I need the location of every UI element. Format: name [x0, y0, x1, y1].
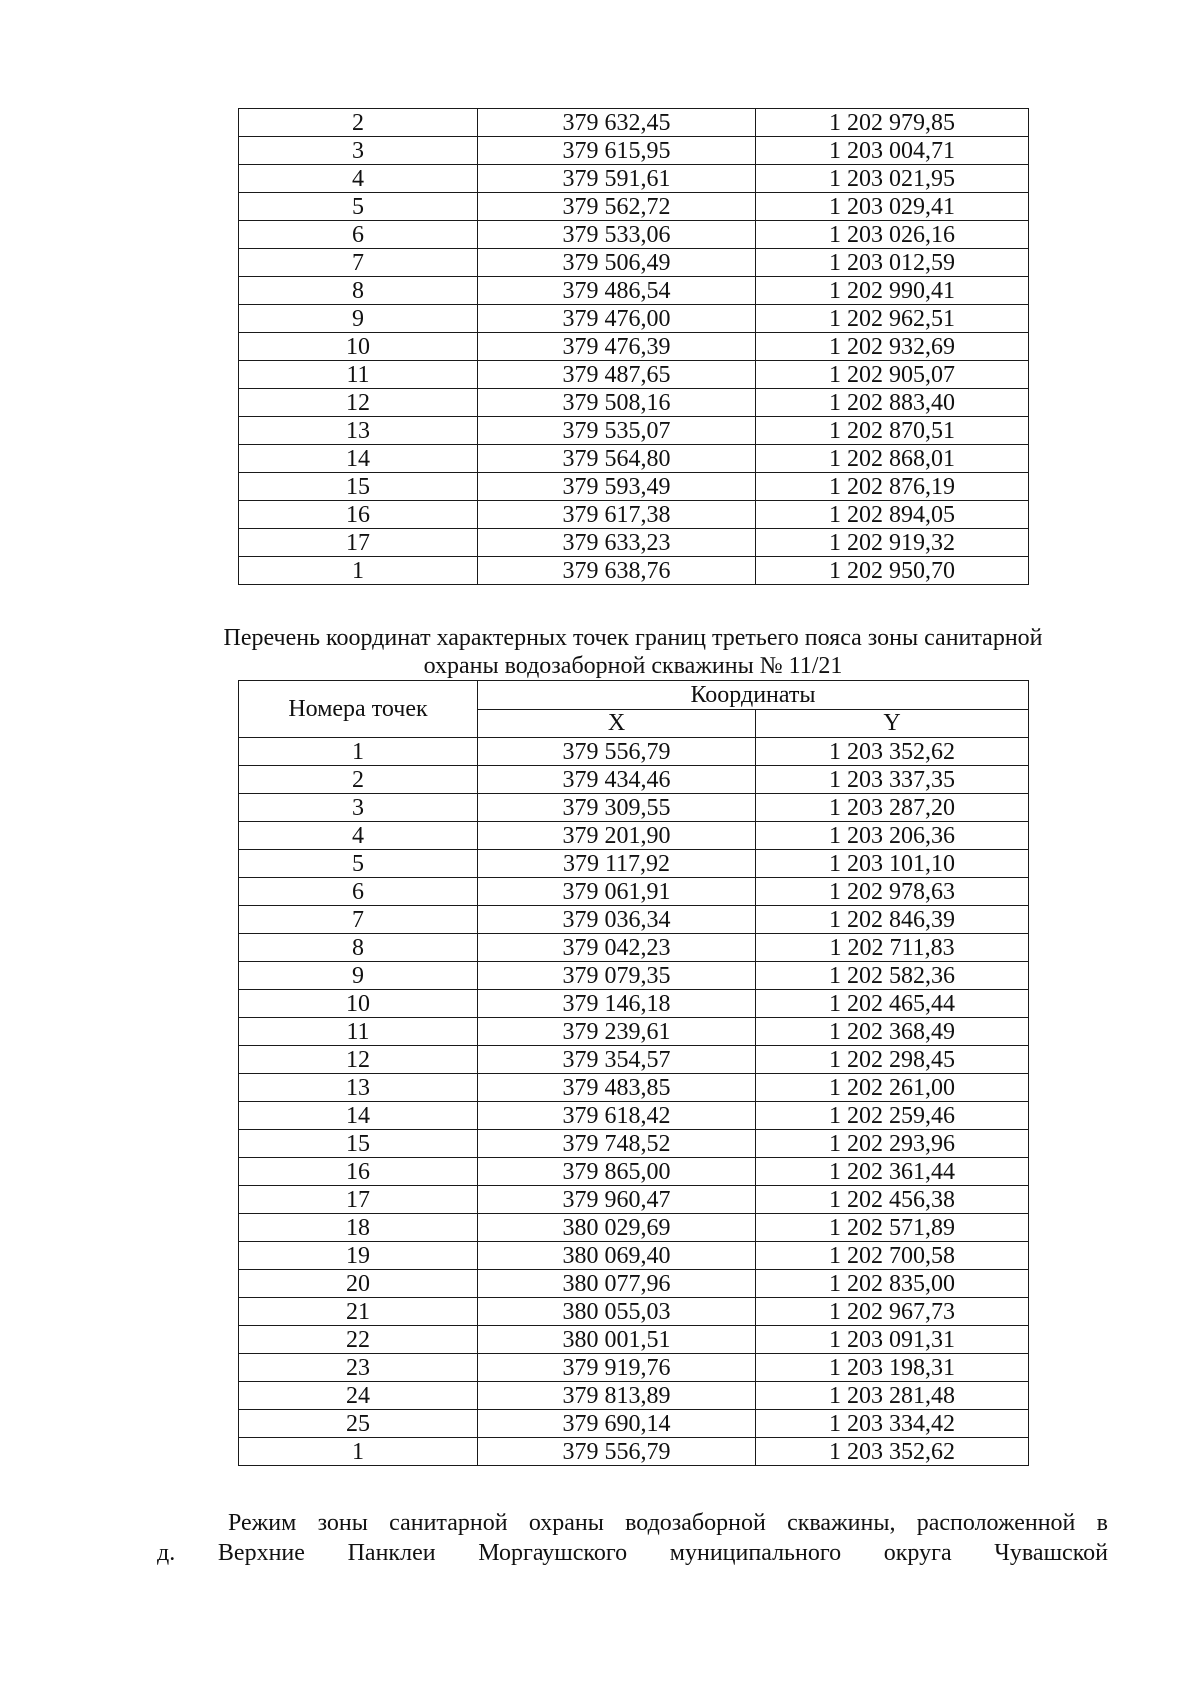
y-coordinate-cell: 1 202 979,85	[756, 109, 1029, 137]
point-number-cell: 13	[239, 417, 478, 445]
point-number-cell: 23	[239, 1354, 478, 1382]
x-coordinate-cell: 379 690,14	[478, 1410, 756, 1438]
paragraph-line-2: д. Верхние Панклеи Моргаушского муниципального округа Чувашской	[157, 1540, 1108, 1566]
point-number-cell: 17	[239, 1186, 478, 1214]
y-coordinate-cell: 1 202 368,49	[756, 1018, 1029, 1046]
header-y: Y	[756, 709, 1029, 738]
x-coordinate-cell: 379 476,39	[478, 333, 756, 361]
table-row	[239, 766, 1029, 794]
x-coordinate-cell: 379 960,47	[478, 1186, 756, 1214]
point-number-cell: 8	[239, 934, 478, 962]
x-coordinate-cell: 379 146,18	[478, 990, 756, 1018]
x-coordinate-cell: 379 117,92	[478, 850, 756, 878]
point-number-cell: 7	[239, 906, 478, 934]
table-row	[239, 1158, 1029, 1186]
y-coordinate-cell: 1 202 293,96	[756, 1130, 1029, 1158]
table-row	[239, 445, 1029, 473]
x-coordinate-cell: 380 029,69	[478, 1214, 756, 1242]
header-x: X	[478, 709, 756, 738]
x-coordinate-cell: 379 813,89	[478, 1382, 756, 1410]
y-coordinate-cell: 1 203 091,31	[756, 1326, 1029, 1354]
x-coordinate-cell: 379 617,38	[478, 501, 756, 529]
table-row	[239, 109, 1029, 137]
y-coordinate-cell: 1 202 978,63	[756, 878, 1029, 906]
table-row	[239, 529, 1029, 557]
table-row	[239, 1214, 1029, 1242]
y-coordinate-cell: 1 203 352,62	[756, 1438, 1029, 1466]
x-coordinate-cell: 379 036,34	[478, 906, 756, 934]
point-number-cell: 25	[239, 1410, 478, 1438]
point-number-cell: 15	[239, 1130, 478, 1158]
y-coordinate-cell: 1 202 967,73	[756, 1298, 1029, 1326]
coordinates-table-body	[239, 109, 1029, 585]
point-number-cell: 19	[239, 1242, 478, 1270]
x-coordinate-cell: 379 564,80	[478, 445, 756, 473]
x-coordinate-cell: 379 061,91	[478, 878, 756, 906]
table-row	[239, 417, 1029, 445]
y-coordinate-cell: 1 202 361,44	[756, 1158, 1029, 1186]
x-coordinate-cell: 380 069,40	[478, 1242, 756, 1270]
x-coordinate-cell: 379 239,61	[478, 1018, 756, 1046]
point-number-cell: 7	[239, 249, 478, 277]
y-coordinate-cell: 1 202 962,51	[756, 305, 1029, 333]
point-number-cell: 22	[239, 1326, 478, 1354]
x-coordinate-cell: 379 042,23	[478, 934, 756, 962]
table-row	[239, 1130, 1029, 1158]
point-number-cell: 16	[239, 501, 478, 529]
point-number-cell: 21	[239, 1298, 478, 1326]
point-number-cell: 5	[239, 193, 478, 221]
point-number-cell: 6	[239, 221, 478, 249]
x-coordinate-cell: 379 535,07	[478, 417, 756, 445]
y-coordinate-cell: 1 203 281,48	[756, 1382, 1029, 1410]
y-coordinate-cell: 1 202 846,39	[756, 906, 1029, 934]
table-row	[239, 906, 1029, 934]
y-coordinate-cell: 1 203 337,35	[756, 766, 1029, 794]
point-number-cell: 9	[239, 305, 478, 333]
y-coordinate-cell: 1 203 352,62	[756, 738, 1029, 766]
table-row	[239, 361, 1029, 389]
y-coordinate-cell: 1 202 905,07	[756, 361, 1029, 389]
y-coordinate-cell: 1 202 950,70	[756, 557, 1029, 585]
coordinates-table-third-zone	[238, 680, 1029, 1466]
table-row	[239, 249, 1029, 277]
x-coordinate-cell: 379 919,76	[478, 1354, 756, 1382]
x-coordinate-cell: 379 506,49	[478, 249, 756, 277]
table-row	[239, 305, 1029, 333]
point-number-cell: 24	[239, 1382, 478, 1410]
table-row	[239, 1354, 1029, 1382]
y-coordinate-cell: 1 202 876,19	[756, 473, 1029, 501]
x-coordinate-cell: 379 748,52	[478, 1130, 756, 1158]
point-number-cell: 15	[239, 473, 478, 501]
x-coordinate-cell: 379 533,06	[478, 221, 756, 249]
y-coordinate-cell: 1 202 259,46	[756, 1102, 1029, 1130]
caption-line-2: охраны водозаборной скважины № 11/21	[423, 653, 843, 679]
y-coordinate-cell: 1 203 029,41	[756, 193, 1029, 221]
y-coordinate-cell: 1 203 012,59	[756, 249, 1029, 277]
y-coordinate-cell: 1 202 261,00	[756, 1074, 1029, 1102]
x-coordinate-cell: 379 486,54	[478, 277, 756, 305]
y-coordinate-cell: 1 202 571,89	[756, 1214, 1029, 1242]
coordinates-table-second-zone	[238, 108, 1029, 585]
x-coordinate-cell: 379 556,79	[478, 738, 756, 766]
y-coordinate-cell: 1 203 206,36	[756, 822, 1029, 850]
y-coordinate-cell: 1 203 198,31	[756, 1354, 1029, 1382]
y-coordinate-cell: 1 202 868,01	[756, 445, 1029, 473]
y-coordinate-cell: 1 202 883,40	[756, 389, 1029, 417]
y-coordinate-cell: 1 203 334,42	[756, 1410, 1029, 1438]
table-row	[239, 1438, 1029, 1466]
table-row	[239, 1102, 1029, 1130]
table-row	[239, 389, 1029, 417]
point-number-cell: 13	[239, 1074, 478, 1102]
x-coordinate-cell: 379 483,85	[478, 1074, 756, 1102]
table-row	[239, 1186, 1029, 1214]
point-number-cell: 11	[239, 1018, 478, 1046]
table-row	[239, 1270, 1029, 1298]
x-coordinate-cell: 379 591,61	[478, 165, 756, 193]
table-row	[239, 193, 1029, 221]
table-row	[239, 501, 1029, 529]
y-coordinate-cell: 1 202 932,69	[756, 333, 1029, 361]
x-coordinate-cell: 380 055,03	[478, 1298, 756, 1326]
header-points: Номера точек	[239, 681, 478, 738]
point-number-cell: 4	[239, 165, 478, 193]
point-number-cell: 6	[239, 878, 478, 906]
table-row	[239, 990, 1029, 1018]
table-row	[239, 738, 1029, 766]
point-number-cell: 17	[239, 529, 478, 557]
x-coordinate-cell: 379 079,35	[478, 962, 756, 990]
table-row	[239, 1326, 1029, 1354]
point-number-cell: 14	[239, 1102, 478, 1130]
table-row	[239, 1382, 1029, 1410]
x-coordinate-cell: 379 638,76	[478, 557, 756, 585]
x-coordinate-cell: 379 865,00	[478, 1158, 756, 1186]
table-row	[239, 557, 1029, 585]
y-coordinate-cell: 1 202 711,83	[756, 934, 1029, 962]
y-coordinate-cell: 1 203 021,95	[756, 165, 1029, 193]
y-coordinate-cell: 1 202 835,00	[756, 1270, 1029, 1298]
x-coordinate-cell: 379 201,90	[478, 822, 756, 850]
point-number-cell: 3	[239, 137, 478, 165]
header-row	[239, 681, 1029, 710]
x-coordinate-cell: 380 001,51	[478, 1326, 756, 1354]
point-number-cell: 11	[239, 361, 478, 389]
point-number-cell: 1	[239, 557, 478, 585]
coordinates-table-body	[239, 738, 1029, 1466]
y-coordinate-cell: 1 202 870,51	[756, 417, 1029, 445]
x-coordinate-cell: 379 487,65	[478, 361, 756, 389]
x-coordinate-cell: 379 434,46	[478, 766, 756, 794]
y-coordinate-cell: 1 203 287,20	[756, 794, 1029, 822]
x-coordinate-cell: 379 476,00	[478, 305, 756, 333]
point-number-cell: 5	[239, 850, 478, 878]
table-row	[239, 277, 1029, 305]
caption-line-1: Перечень координат характерных точек границ третьего пояса зоны санитарной	[223, 625, 1043, 651]
x-coordinate-cell: 379 618,42	[478, 1102, 756, 1130]
y-coordinate-cell: 1 202 919,32	[756, 529, 1029, 557]
y-coordinate-cell: 1 202 894,05	[756, 501, 1029, 529]
table-row	[239, 822, 1029, 850]
x-coordinate-cell: 379 562,72	[478, 193, 756, 221]
y-coordinate-cell: 1 202 990,41	[756, 277, 1029, 305]
y-coordinate-cell: 1 203 026,16	[756, 221, 1029, 249]
table-row	[239, 473, 1029, 501]
table-row	[239, 794, 1029, 822]
y-coordinate-cell: 1 202 582,36	[756, 962, 1029, 990]
y-coordinate-cell: 1 202 465,44	[756, 990, 1029, 1018]
table-row	[239, 878, 1029, 906]
header-coordinates: Координаты	[478, 681, 1029, 710]
point-number-cell: 2	[239, 766, 478, 794]
table-row	[239, 221, 1029, 249]
table-row	[239, 850, 1029, 878]
y-coordinate-cell: 1 203 004,71	[756, 137, 1029, 165]
y-coordinate-cell: 1 203 101,10	[756, 850, 1029, 878]
table-row	[239, 1018, 1029, 1046]
point-number-cell: 9	[239, 962, 478, 990]
point-number-cell: 3	[239, 794, 478, 822]
table-row	[239, 165, 1029, 193]
x-coordinate-cell: 379 615,95	[478, 137, 756, 165]
x-coordinate-cell: 379 309,55	[478, 794, 756, 822]
point-number-cell: 8	[239, 277, 478, 305]
table-row	[239, 1242, 1029, 1270]
table-row	[239, 1410, 1029, 1438]
y-coordinate-cell: 1 202 456,38	[756, 1186, 1029, 1214]
point-number-cell: 18	[239, 1214, 478, 1242]
y-coordinate-cell: 1 202 298,45	[756, 1046, 1029, 1074]
table-caption	[150, 624, 1116, 680]
table-row	[239, 1298, 1029, 1326]
x-coordinate-cell: 379 556,79	[478, 1438, 756, 1466]
table-row	[239, 1074, 1029, 1102]
x-coordinate-cell: 380 077,96	[478, 1270, 756, 1298]
table-row	[239, 137, 1029, 165]
table-row	[239, 333, 1029, 361]
table-row	[239, 934, 1029, 962]
point-number-cell: 10	[239, 333, 478, 361]
point-number-cell: 12	[239, 1046, 478, 1074]
point-number-cell: 14	[239, 445, 478, 473]
point-number-cell: 20	[239, 1270, 478, 1298]
y-coordinate-cell: 1 202 700,58	[756, 1242, 1029, 1270]
coordinates-table-header	[239, 681, 1029, 738]
table-row	[239, 962, 1029, 990]
point-number-cell: 12	[239, 389, 478, 417]
table-row	[239, 1046, 1029, 1074]
x-coordinate-cell: 379 633,23	[478, 529, 756, 557]
point-number-cell: 2	[239, 109, 478, 137]
paragraph-line-1: Режим зоны санитарной охраны водозаборной скважины, расположенной в	[228, 1510, 1108, 1536]
x-coordinate-cell: 379 593,49	[478, 473, 756, 501]
x-coordinate-cell: 379 354,57	[478, 1046, 756, 1074]
point-number-cell: 1	[239, 1438, 478, 1466]
x-coordinate-cell: 379 508,16	[478, 389, 756, 417]
point-number-cell: 1	[239, 738, 478, 766]
point-number-cell: 4	[239, 822, 478, 850]
point-number-cell: 16	[239, 1158, 478, 1186]
point-number-cell: 10	[239, 990, 478, 1018]
x-coordinate-cell: 379 632,45	[478, 109, 756, 137]
